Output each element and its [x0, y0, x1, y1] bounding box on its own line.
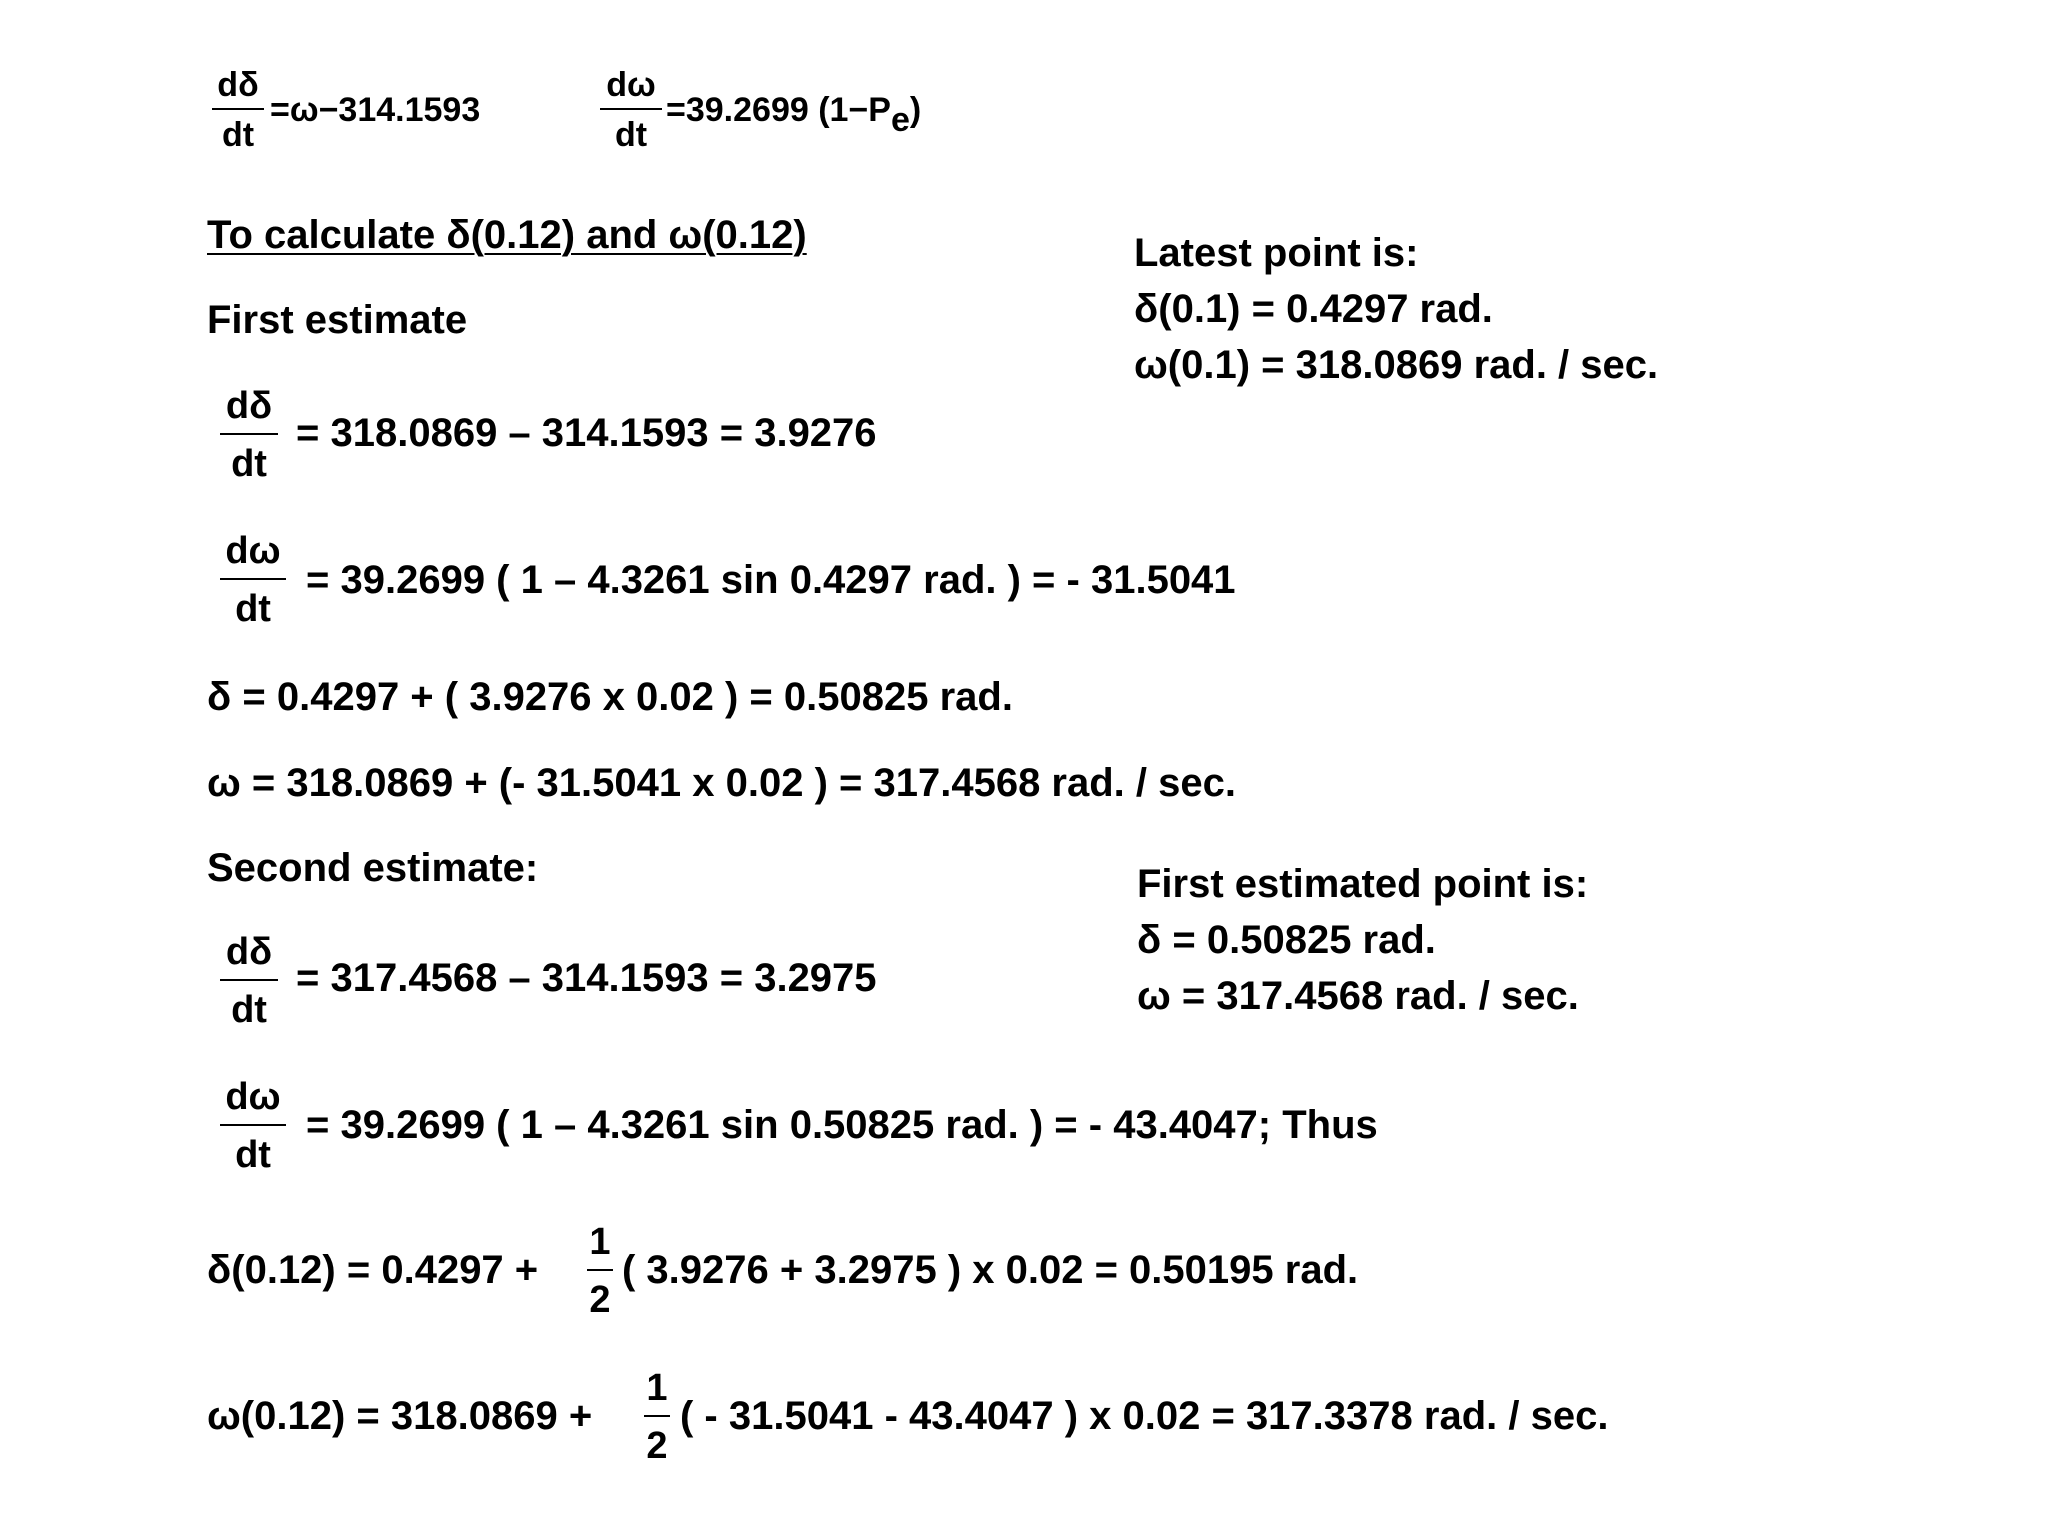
- fraction-bar: [220, 433, 278, 435]
- fraction-numerator: dω: [225, 530, 281, 572]
- first-estimated-point-delta: δ = 0.50825 rad.: [1137, 918, 1436, 962]
- fraction-bar: [587, 1269, 613, 1271]
- fraction-denominator: dt: [235, 1134, 271, 1176]
- fraction-numerator: 1: [646, 1367, 668, 1409]
- fraction-bar: [600, 108, 662, 110]
- first-estimated-point-omega: ω = 317.4568 rad. / sec.: [1137, 974, 1579, 1018]
- latest-point-omega: ω(0.1) = 318.0869 rad. / sec.: [1134, 343, 1659, 387]
- header-domega-rhs-main: =39.2699 (1−P: [666, 91, 891, 129]
- first-omega-line: ω = 318.0869 + (- 31.5041 x 0.02 ) = 317.4568 rad. / sec.: [207, 761, 1236, 805]
- fraction-numerator: dω: [606, 66, 656, 104]
- second-ddelta-fraction: [220, 933, 278, 1029]
- result-delta-lhs: δ(0.12) = 0.4297 +: [207, 1248, 539, 1292]
- first-domega-rhs: = 39.2699 ( 1 – 4.3261 sin 0.4297 rad. ) = - 31.5041: [306, 558, 1236, 602]
- fraction-denominator: dt: [221, 116, 255, 154]
- latest-point-heading: Latest point is:: [1134, 231, 1419, 275]
- first-estimated-point-heading: First estimated point is:: [1137, 862, 1589, 906]
- result-delta-rhs: ( 3.9276 + 3.2975 ) x 0.02 = 0.50195 rad.: [622, 1248, 1359, 1292]
- second-ddelta-rhs: = 317.4568 – 314.1593 = 3.2975: [296, 956, 877, 1000]
- header-domega-rhs: [666, 91, 922, 139]
- second-domega-rhs: = 39.2699 ( 1 – 4.3261 sin 0.50825 rad. ) = - 43.4047; Thus: [306, 1103, 1378, 1147]
- fraction-numerator: dδ: [217, 66, 259, 104]
- first-ddelta-rhs: = 318.0869 – 314.1593 = 3.9276: [296, 411, 877, 455]
- result-omega-rhs: ( - 31.5041 - 43.4047 ) x 0.02 = 317.3378 rad. / sec.: [680, 1394, 1609, 1438]
- fraction-bar: [644, 1415, 670, 1417]
- result-omega-lhs: ω(0.12) = 318.0869 +: [207, 1394, 593, 1438]
- fraction-bar: [220, 578, 286, 580]
- fraction-numerator: dδ: [225, 385, 273, 427]
- first-domega-fraction: [220, 532, 286, 628]
- latest-point-delta: δ(0.1) = 0.4297 rad.: [1134, 287, 1493, 331]
- fraction-numerator: dδ: [225, 931, 273, 973]
- header-domega-fraction: [600, 68, 662, 152]
- fraction-bar: [220, 979, 278, 981]
- pe-subscript: e: [890, 101, 910, 139]
- second-estimate-heading: Second estimate:: [207, 846, 539, 890]
- fraction-denominator: 2: [646, 1425, 668, 1467]
- second-domega-fraction: [220, 1078, 286, 1174]
- fraction-denominator: 2: [589, 1279, 611, 1321]
- section-title: To calculate δ(0.12) and ω(0.12): [207, 213, 807, 257]
- fraction-denominator: dt: [614, 116, 648, 154]
- fraction-numerator: 1: [589, 1221, 611, 1263]
- header-domega-rhs-close: ): [909, 91, 922, 129]
- header-ddelta-rhs: =ω−314.1593: [270, 91, 481, 129]
- fraction-bar: [220, 1124, 286, 1126]
- fraction-denominator: dt: [235, 588, 271, 630]
- first-delta-line: δ = 0.4297 + ( 3.9276 x 0.02 ) = 0.50825 rad.: [207, 675, 1013, 719]
- fraction-numerator: dω: [225, 1076, 281, 1118]
- first-estimate-heading: First estimate: [207, 298, 468, 342]
- header-ddelta-fraction: [212, 68, 264, 152]
- fraction-denominator: dt: [231, 989, 267, 1031]
- result-omega-half: [644, 1369, 670, 1465]
- fraction-bar: [212, 108, 264, 110]
- result-delta-half: [587, 1223, 613, 1319]
- first-ddelta-fraction: [220, 387, 278, 483]
- fraction-denominator: dt: [231, 443, 267, 485]
